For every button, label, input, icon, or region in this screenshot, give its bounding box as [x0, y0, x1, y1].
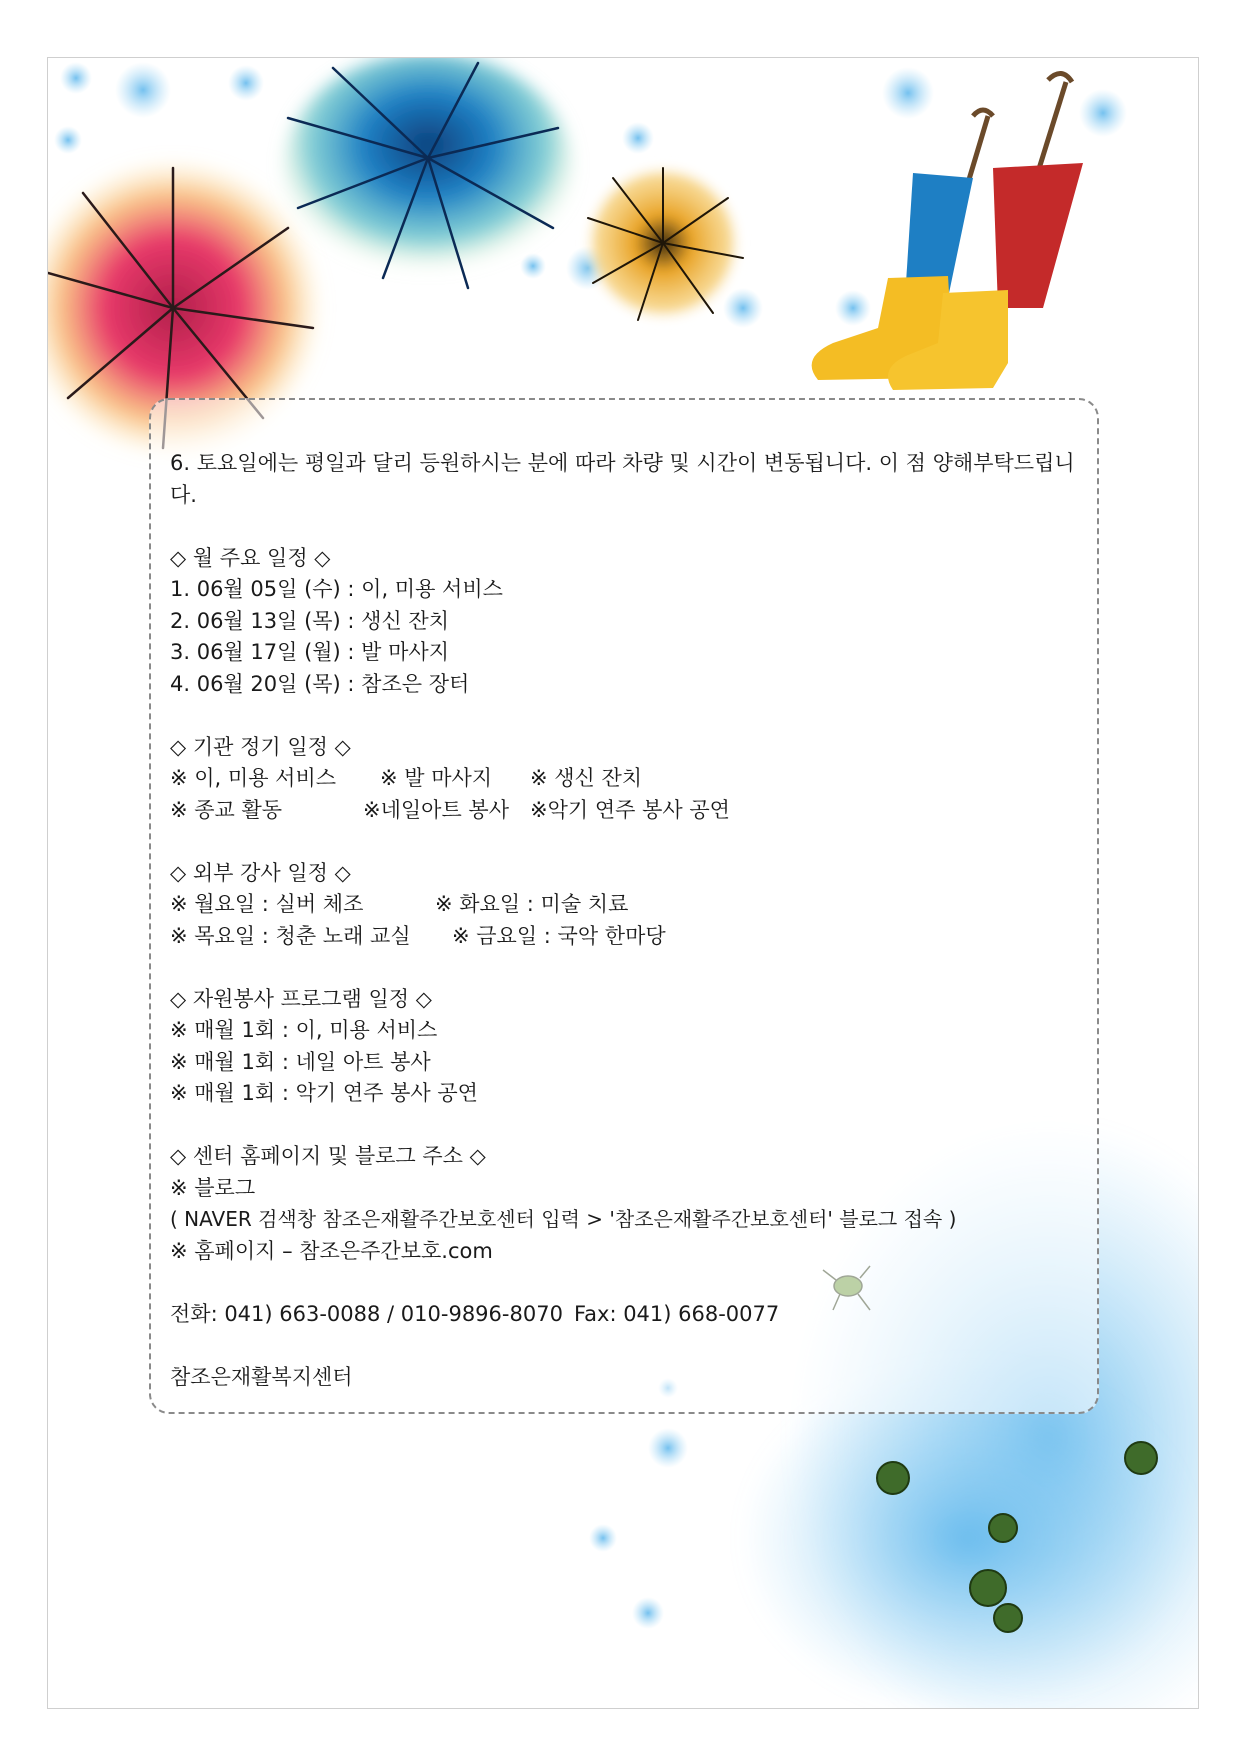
- blog-label: ※ 블로그: [170, 1175, 256, 1200]
- section-heading: ◇ 센터 홈페이지 및 블로그 주소 ◇: [170, 1144, 486, 1168]
- phone-number: 전화: 041) 663-0088 / 010-9896-8070: [170, 1301, 563, 1326]
- list-item: ※ 매월 1회 : 이, 미용 서비스: [170, 1018, 438, 1042]
- list-item: ※ 목요일 : 청춘 노래 교실: [170, 923, 411, 948]
- list-item: ※ 이, 미용 서비스: [170, 766, 337, 790]
- list-item: ※ 발 마사지: [380, 766, 493, 790]
- contact-row: [170, 1299, 1081, 1331]
- document-page: [47, 57, 1199, 1709]
- instructor-row: [170, 921, 1081, 953]
- list-item: ※ 매월 1회 : 악기 연주 봉사 공연: [170, 1081, 478, 1105]
- volunteer-program-section: [170, 984, 1081, 1110]
- section-heading: ◇ 월 주요 일정 ◇: [170, 545, 331, 570]
- list-item: ※ 매월 1회 : 네일 아트 봉사: [170, 1049, 431, 1074]
- list-item: 4. 06월 20일 (목) : 참조은 장터: [170, 671, 470, 696]
- list-item: ※ 월요일 : 실버 체조: [170, 892, 364, 916]
- list-item: ※ 금요일 : 국악 한마당: [452, 923, 666, 948]
- notice-content-box: [149, 398, 1099, 1414]
- homepage-link[interactable]: ※ 홈페이지 – 참조은주간보호.com: [170, 1238, 493, 1263]
- links-section: [170, 1141, 1081, 1267]
- list-item: 1. 06월 05일 (수) : 이, 미용 서비스: [170, 577, 503, 601]
- regular-schedule-row: [170, 795, 1081, 827]
- list-item: ※악기 연주 봉사 공연: [530, 797, 730, 822]
- external-instructor-section: [170, 858, 1081, 953]
- regular-schedule-section: [170, 732, 1081, 827]
- list-item: 3. 06월 17일 (월) : 발 마사지: [170, 640, 449, 664]
- section-heading: ◇ 외부 강사 일정 ◇: [170, 860, 351, 885]
- blog-instruction: ( NAVER 검색창 참조은재활주간보호센터 입력 > '참조은재활주간보호센터' 블로그 접속 ): [170, 1207, 957, 1231]
- yellow-umbrella-icon: [581, 161, 745, 325]
- instructor-row: [170, 889, 1081, 921]
- list-item: ※ 종교 활동: [170, 797, 283, 822]
- list-item: ※ 화요일 : 미술 치료: [435, 892, 629, 916]
- list-item: ※네일아트 봉사: [363, 797, 509, 822]
- regular-schedule-row: [170, 763, 1081, 795]
- saturday-note: 6. 토요일에는 평일과 달리 등원하시는 분에 따라 차량 및 시간이 변동됩니다. 이 점 양해부탁드립니다.: [170, 451, 1075, 507]
- section-heading: ◇ 기관 정기 일정 ◇: [170, 734, 351, 759]
- monthly-schedule-section: [170, 543, 1081, 701]
- boots-with-umbrellas-icon: [812, 73, 1083, 390]
- list-item: ※ 생신 잔치: [530, 766, 643, 790]
- section-heading: ◇ 자원봉사 프로그램 일정 ◇: [170, 986, 432, 1011]
- organization-name: 참조은재활복지센터: [170, 1364, 353, 1389]
- fax-number: Fax: 041) 668-0077: [574, 1301, 780, 1326]
- list-item: 2. 06월 13일 (목) : 생신 잔치: [170, 608, 449, 633]
